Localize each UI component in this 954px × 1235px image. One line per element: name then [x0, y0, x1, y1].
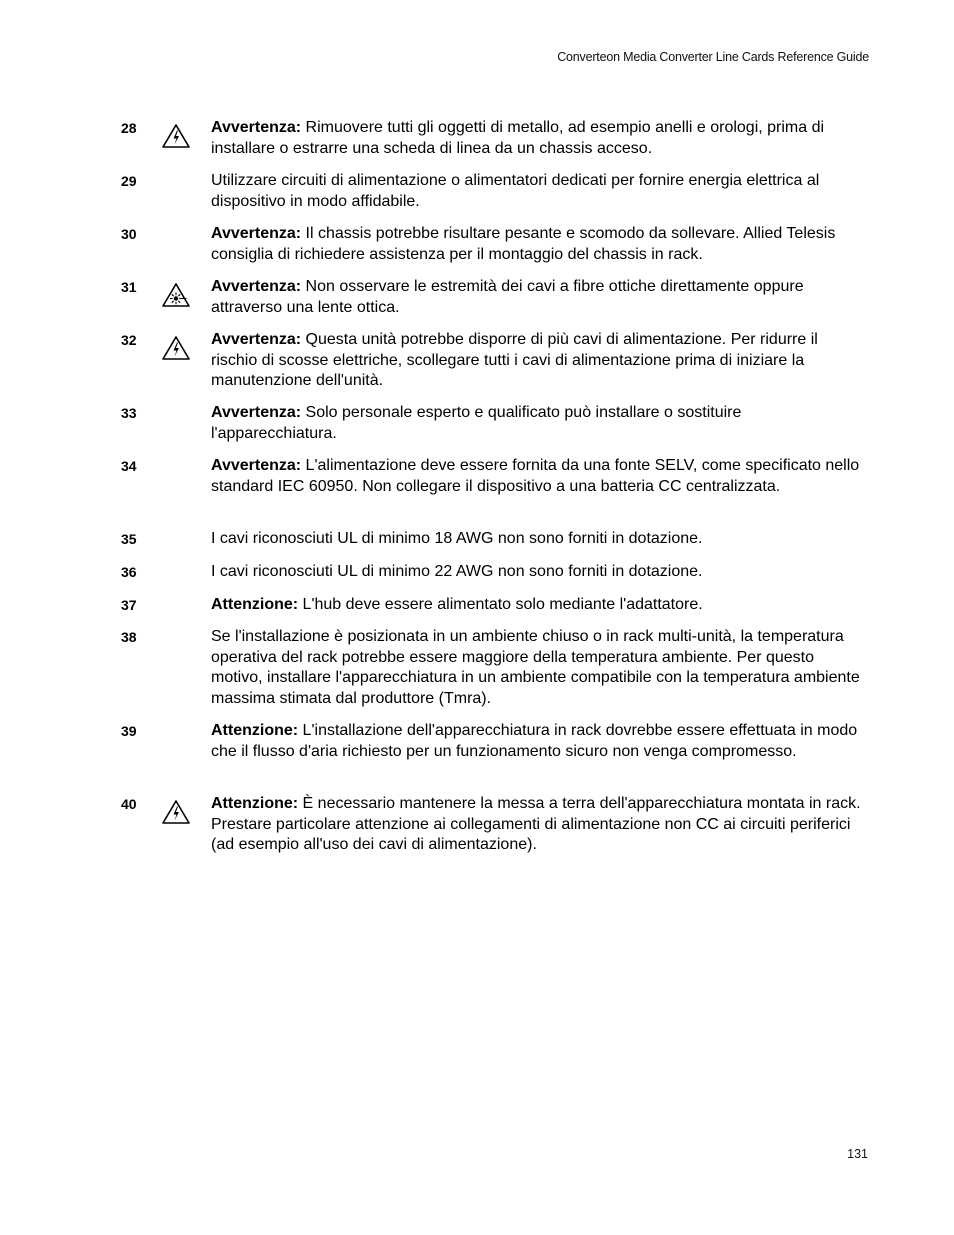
electrical-hazard-icon — [161, 123, 191, 149]
entry-text — [211, 627, 861, 709]
warning-label: Avvertenza: — [211, 225, 302, 242]
electrical-hazard-icon — [161, 335, 191, 361]
laser-hazard-icon — [161, 282, 191, 308]
warning-label: Avvertenza: — [211, 331, 302, 348]
electrical-hazard-icon — [161, 799, 191, 825]
entry-number: 29 — [121, 173, 137, 189]
entry-number: 37 — [121, 597, 137, 613]
entry-body: I cavi riconosciuti UL di minimo 22 AWG non sono forniti in dotazione. — [211, 563, 703, 580]
entry-body: Solo personale esperto e qualificato può installare o sostituire l'apparecchiatura. — [211, 404, 742, 442]
entry-number: 39 — [121, 723, 137, 739]
entry-number: 36 — [121, 564, 137, 580]
entry-text — [211, 562, 861, 583]
caution-label: Attenzione: — [211, 722, 299, 739]
caution-label: Attenzione: — [211, 596, 299, 613]
entry-text — [211, 721, 861, 762]
entry-body: L'hub deve essere alimentato solo mediante l'adattatore. — [298, 596, 703, 613]
entry-text — [211, 118, 861, 159]
caution-label: Attenzione: — [211, 795, 299, 812]
entry-number: 38 — [121, 629, 137, 645]
entry-body: Questa unità potrebbe disporre di più cavi di alimentazione. Per ridurre il rischio di scosse elettriche, scollegare tutti i cavi di alimentazione prima di iniziare la manutenzione dell'unità. — [211, 331, 818, 389]
entry-number: 28 — [121, 120, 137, 136]
entry-body: L'alimentazione deve essere fornita da una fonte SELV, come specificato nello standard IEC 60950. Non collegare il dispositivo a una batteria CC centralizzata. — [211, 457, 860, 495]
running-header: Converteon Media Converter Line Cards Reference Guide — [557, 50, 869, 64]
entry-number: 30 — [121, 226, 137, 242]
entry-body: Il chassis potrebbe risultare pesante e scomodo da sollevare. Allied Telesis consiglia di richiedere assistenza per il montaggio del chassis in rack. — [211, 225, 836, 263]
entry-text — [211, 794, 861, 856]
entry-body: L'installazione dell'apparecchiatura in rack dovrebbe essere effettuata in modo che il flusso d'aria richiesto per un funzionamento sicuro non venga compromesso. — [211, 722, 858, 760]
entry-number: 32 — [121, 332, 137, 348]
entry-text — [211, 403, 861, 444]
entry-number: 40 — [121, 796, 137, 812]
entry-body: Se l'installazione è posizionata in un ambiente chiuso o in rack multi-unità, la temperatura operativa del rack potrebbe essere maggiore della temperatura ambiente. Per questo motivo, installare l'apparecchiatura in un ambiente compatibile con la temperatura ambiente massima stimata dal produttore (Tmra). — [211, 628, 860, 707]
entry-body: È necessario mantenere la messa a terra dell'apparecchiatura montata in rack. Prestare particolare attenzione ai collegamenti di alimentazione non CC ai circuiti periferici (ad esempio all'uso dei cavi di alimentazione). — [211, 795, 861, 853]
entry-text — [211, 595, 861, 616]
entry-body: Utilizzare circuiti di alimentazione o alimentatori dedicati per fornire energia elettrica al dispositivo in modo affidabile. — [211, 172, 820, 210]
entry-text — [211, 330, 861, 392]
entry-text — [211, 456, 861, 497]
entry-number: 31 — [121, 279, 137, 295]
entry-text — [211, 224, 861, 265]
entry-body: Rimuovere tutti gli oggetti di metallo, ad esempio anelli e orologi, prima di installare o estrarre una scheda di linea da un chassis acceso. — [211, 119, 825, 157]
entry-body: I cavi riconosciuti UL di minimo 18 AWG non sono forniti in dotazione. — [211, 530, 703, 547]
entry-text — [211, 277, 861, 318]
entry-text — [211, 171, 861, 212]
entry-text — [211, 529, 861, 550]
entry-number: 35 — [121, 531, 137, 547]
warning-label: Avvertenza: — [211, 278, 302, 295]
entry-number: 34 — [121, 458, 137, 474]
warning-label: Avvertenza: — [211, 457, 302, 474]
entry-number: 33 — [121, 405, 137, 421]
warning-label: Avvertenza: — [211, 119, 302, 136]
entry-body: Non osservare le estremità dei cavi a fibre ottiche direttamente oppure attraverso una lente ottica. — [211, 278, 804, 316]
warning-label: Avvertenza: — [211, 404, 302, 421]
page-number: 131 — [847, 1147, 868, 1161]
